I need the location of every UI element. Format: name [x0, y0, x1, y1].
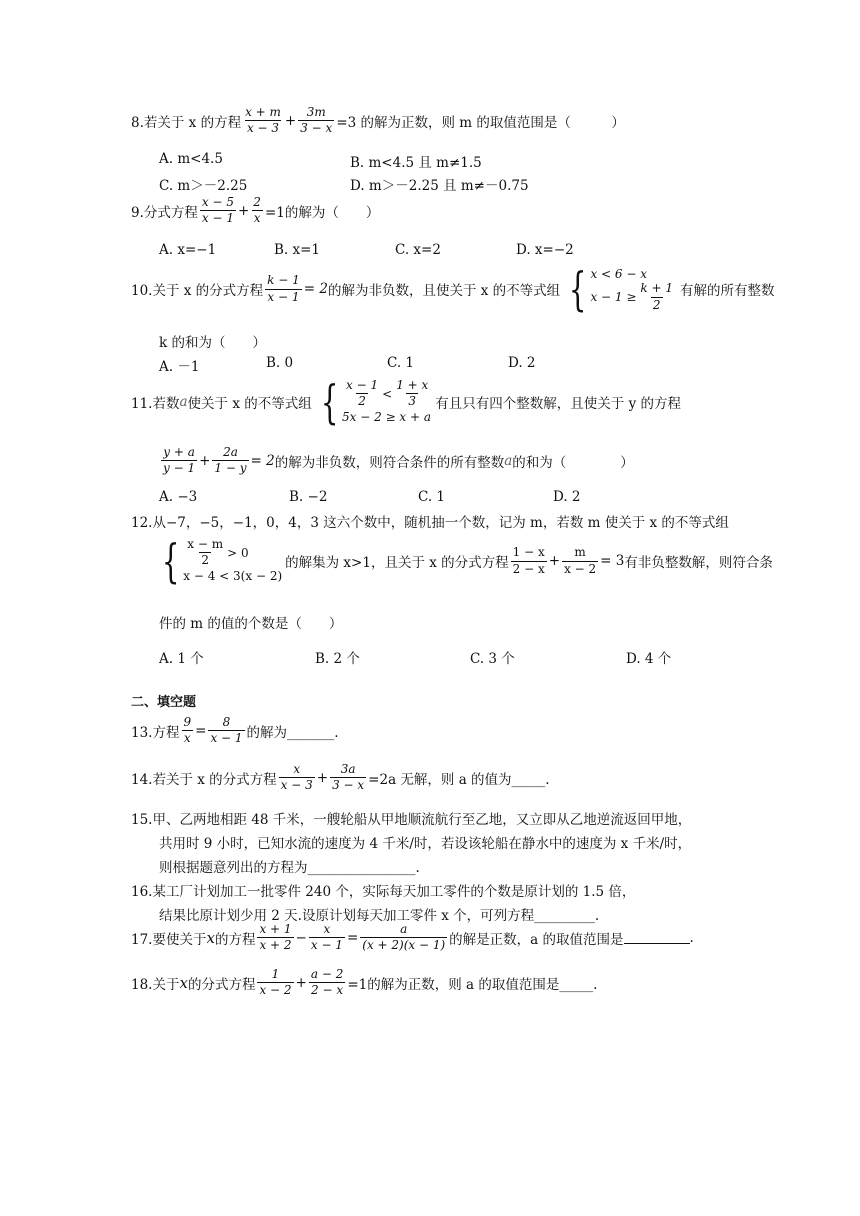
q9-plus: + — [237, 202, 250, 219]
q9-option-a: A. x=−1 — [159, 242, 217, 258]
q11-line-2 — [159, 446, 634, 475]
q9-f2-den: x — [253, 211, 261, 226]
q17-f2-den: x − 1 — [310, 938, 343, 953]
q9-f1-den: x − 1 — [201, 211, 234, 226]
q12-sys-line-1 — [183, 538, 282, 567]
q9-suffix: =1的解为（ ） — [264, 204, 380, 221]
q14-plus: + — [316, 769, 329, 786]
q8-option-d: D. m＞－2.25 且 m≠－0.75 — [350, 178, 529, 194]
q17-end: . — [689, 929, 694, 946]
q18-f1-den: x − 2 — [259, 983, 292, 998]
q10-option-d: D. 2 — [508, 355, 536, 371]
q10-sys-line-1: x < 6 − x — [590, 267, 647, 282]
q10-middle: 的解为非负数，且使关于 x 的不等式组 — [327, 283, 561, 299]
q11-eq: = 2 — [250, 452, 275, 469]
q12-option-b: B. 2 个 — [315, 651, 360, 667]
q9-prefix: 9.分式方程 — [131, 204, 198, 221]
q11-s1-num-1: x − 1 — [346, 378, 379, 393]
q15-line-2: 共用时 9 小时，已知水流的速度为 4 千米/时，若设该轮船在静水中的速度为 x 千米/时， — [159, 836, 692, 852]
q8-plus: + — [284, 112, 297, 129]
q11-option-c: C. 1 — [418, 489, 446, 505]
q11-lt: < — [382, 386, 393, 401]
q9-f1-num: x − 5 — [201, 195, 234, 209]
q9-fraction-1 — [200, 196, 236, 225]
q11-s1-den-2: 3 — [408, 394, 417, 409]
q8-f2-den: 3 − x — [300, 121, 333, 136]
q12-tail: 有非负整数解，则符合条 — [624, 555, 773, 571]
q11-option-a: A. −3 — [159, 489, 198, 505]
q8-fraction-2 — [298, 106, 334, 135]
q10-prefix: 10.关于 x 的分式方程 — [131, 283, 264, 299]
q9-option-b: B. x=1 — [274, 242, 321, 258]
q12-s1-den: 2 — [201, 553, 210, 568]
q17-eq: = — [346, 929, 359, 946]
q11-s1-frac-2 — [394, 379, 430, 408]
q11-sys-line-2: 5x − 2 ≥ x + a — [342, 409, 432, 424]
q12-brace: { — [161, 534, 180, 588]
q11-inequality-system — [315, 375, 433, 429]
q13-fraction-1 — [181, 716, 193, 745]
q12-line-2 — [153, 534, 773, 588]
q12-line-3: 件的 m 的值的个数是（ ） — [159, 616, 343, 632]
q13-fraction-2 — [208, 716, 244, 745]
q17-f3-den: (x + 2)(x − 1) — [362, 938, 446, 953]
q18-suffix: =1的解为正数，则 a 的取值范围是_____. — [347, 976, 598, 993]
q18-fraction-1 — [257, 968, 293, 997]
q12-mid: 的解集为 x>1，且关于 x 的分式方程 — [285, 555, 509, 571]
q10-brace: { — [569, 262, 587, 316]
q12-s1-num: x − m — [187, 537, 224, 552]
q17-variable-x: x — [206, 928, 215, 947]
q13-eq: = — [195, 722, 207, 739]
q10-tail: 有解的所有整数 — [680, 283, 775, 299]
q11-f1-den: y − 1 — [163, 461, 196, 476]
q12-f2-den: x − 2 — [564, 561, 597, 576]
q8-option-c: C. m＞－2.25 — [159, 178, 248, 194]
q12-option-a: A. 1 个 — [159, 651, 204, 667]
q18-plus: + — [295, 974, 307, 991]
q13-f2-den: x − 1 — [210, 731, 243, 746]
question-17 — [131, 923, 694, 952]
q18-f2-den: 2 − x — [311, 983, 344, 998]
q11-line2-end: 的和为（ ） — [512, 454, 634, 471]
q18-variable-x: x — [179, 973, 188, 992]
q14-f2-num: 3a — [340, 762, 356, 776]
q14-f1-den: x − 3 — [280, 778, 313, 793]
q11-line2-mid: 的解为非负数，则符合条件的所有整数 — [274, 454, 505, 471]
q11-prefix: 11.若数 — [131, 396, 180, 412]
q17-suffix: 的解是正数，a 的取值范围是 — [449, 931, 624, 948]
q12-s1-frac — [185, 538, 225, 567]
q17-f3-num: a — [400, 922, 408, 936]
q10-s2-den: 2 — [652, 297, 661, 312]
q9-f2-num: 2 — [253, 195, 261, 209]
question-9 — [131, 196, 379, 225]
q12-option-c: C. 3 个 — [470, 651, 515, 667]
q12-sys-line-2: x − 4 < 3(x − 2) — [183, 568, 283, 583]
q17-f1-num: x + 1 — [259, 922, 292, 936]
q11-f1-num: y + a — [163, 445, 195, 459]
question-8 — [131, 106, 625, 135]
q13-prefix: 13.方程 — [131, 724, 180, 741]
q13-f2-num: 8 — [222, 715, 231, 729]
q8-option-a: A. m<4.5 — [159, 151, 223, 167]
q17-answer-blank — [624, 931, 690, 944]
q11-s1-frac-1 — [344, 379, 380, 408]
q10-inequality-system — [563, 262, 677, 316]
question-10 — [131, 262, 775, 316]
q10-sys-line-2 — [590, 282, 677, 311]
q15-line-1: 15.甲、乙两地相距 48 千米，一艘轮船从甲地顺流航行至乙地，又立即从乙地逆流返回甲地， — [131, 812, 692, 828]
q18-mid: 的分式方程 — [187, 976, 256, 993]
question-11 — [131, 375, 681, 429]
q15-line-3: 则根据题意列出的方程为________________. — [159, 860, 420, 876]
q11-tail: 有且只有四个整数解，且使关于 y 的方程 — [435, 396, 681, 412]
q12-f2-num: m — [574, 545, 586, 560]
q17-fraction-1 — [257, 923, 293, 952]
q9-fraction-2 — [251, 196, 263, 225]
q11-f2-den: 1 − y — [214, 461, 247, 476]
q11-variable-a: a — [179, 394, 188, 410]
q8-f1-den: x − 3 — [246, 121, 280, 136]
q16-line-2: 结果比原计划少用 2 天.设原计划每天加工零件 x 个，可列方程_________. — [159, 908, 600, 924]
q16-line-1: 16.某工厂计划加工一批零件 240 个，实际每天加工零件的个数是原计划的 1.5 倍， — [131, 884, 636, 900]
q14-fraction-2 — [330, 763, 366, 792]
q12-line-1: 12.从−7，−5，−1，0，4，3 这六个数中，随机抽一个数，记为 m，若数 m 使关于 x 的不等式组 — [131, 515, 729, 531]
q17-prefix: 17.要使关于 — [131, 931, 207, 948]
q12-f1-num: 1 − x — [512, 545, 545, 560]
q13-suffix: 的解为_______. — [246, 724, 339, 741]
q10-option-c: C. 1 — [387, 355, 415, 371]
q11-option-b: B. −2 — [289, 489, 328, 505]
q10-f-num: k − 1 — [267, 273, 300, 288]
q12-option-d: D. 4 个 — [626, 651, 672, 667]
q13-f1-num: 9 — [183, 715, 192, 729]
q18-f2-num: a − 2 — [310, 967, 344, 981]
q11-variable-a-2: a — [504, 452, 513, 469]
q10-f-den: x − 1 — [267, 289, 300, 304]
q10-fraction — [265, 274, 302, 303]
q17-mid: 的方程 — [214, 931, 256, 948]
q14-prefix: 14.若关于 x 的分式方程 — [131, 771, 277, 788]
q14-f2-den: 3 − x — [332, 778, 365, 793]
q17-fraction-2 — [309, 923, 345, 952]
q10-s2-num: k + 1 — [640, 281, 674, 296]
q11-fraction-1 — [161, 446, 197, 475]
q18-f1-num: 1 — [271, 967, 280, 981]
q12-fraction-1 — [511, 546, 547, 575]
q9-option-d: D. x=−2 — [516, 242, 574, 258]
q12-eq: = 3 — [600, 553, 625, 569]
q12-s1-tail: > 0 — [227, 545, 249, 560]
question-14 — [131, 763, 550, 792]
q17-fraction-3 — [360, 923, 447, 952]
q12-inequality-system — [156, 534, 283, 588]
q8-prefix: 8.若关于 x 的方程 — [131, 114, 242, 131]
q11-brace: { — [320, 375, 339, 429]
q11-option-d: D. 2 — [553, 489, 581, 505]
q10-option-a: A. －1 — [159, 359, 200, 375]
q10-option-b: B. 0 — [266, 355, 294, 371]
q8-f2-num: 3m — [306, 105, 326, 119]
q17-f2-num: x — [323, 922, 331, 936]
q14-suffix: =2a 无解，则 a 的值为_____. — [368, 771, 550, 788]
q18-fraction-2 — [309, 968, 345, 997]
q17-minus: − — [295, 929, 307, 946]
q12-fraction-2 — [562, 546, 598, 575]
q10-eq: = 2 — [303, 281, 328, 297]
q11-s1-num-2: 1 + x — [396, 378, 429, 393]
q12-f1-den: 2 − x — [512, 561, 545, 576]
q11-plus: + — [199, 452, 211, 469]
q18-prefix: 18.关于 — [131, 976, 180, 993]
q10-s2-fraction — [638, 282, 675, 311]
q13-f1-den: x — [183, 731, 191, 746]
q11-mid: 使关于 x 的不等式组 — [187, 396, 312, 412]
question-13 — [131, 716, 339, 745]
q8-f1-num: x + m — [245, 105, 281, 119]
q8-fraction-1 — [243, 106, 283, 135]
q8-suffix: =3 的解为正数，则 m 的取值范围是（ ） — [336, 114, 625, 131]
q14-fraction-1 — [279, 763, 315, 792]
q11-sys-line-1 — [342, 379, 432, 408]
q17-f1-den: x + 2 — [259, 938, 292, 953]
q11-f2-num: 2a — [223, 445, 238, 459]
q8-option-b: B. m<4.5 且 m≠1.5 — [350, 155, 482, 171]
q9-option-c: C. x=2 — [395, 242, 441, 258]
section-title-fill-in: 二、填空题 — [131, 695, 197, 710]
q10-s2-left: x − 1 ≥ — [590, 290, 637, 304]
q11-fraction-2 — [212, 446, 248, 475]
question-18 — [131, 968, 597, 997]
q12-plus: + — [548, 553, 561, 569]
q10-line-2: k 的和为（ ） — [159, 335, 266, 351]
q11-s1-den-1: 2 — [358, 394, 366, 409]
q14-f1-num: x — [293, 762, 301, 776]
